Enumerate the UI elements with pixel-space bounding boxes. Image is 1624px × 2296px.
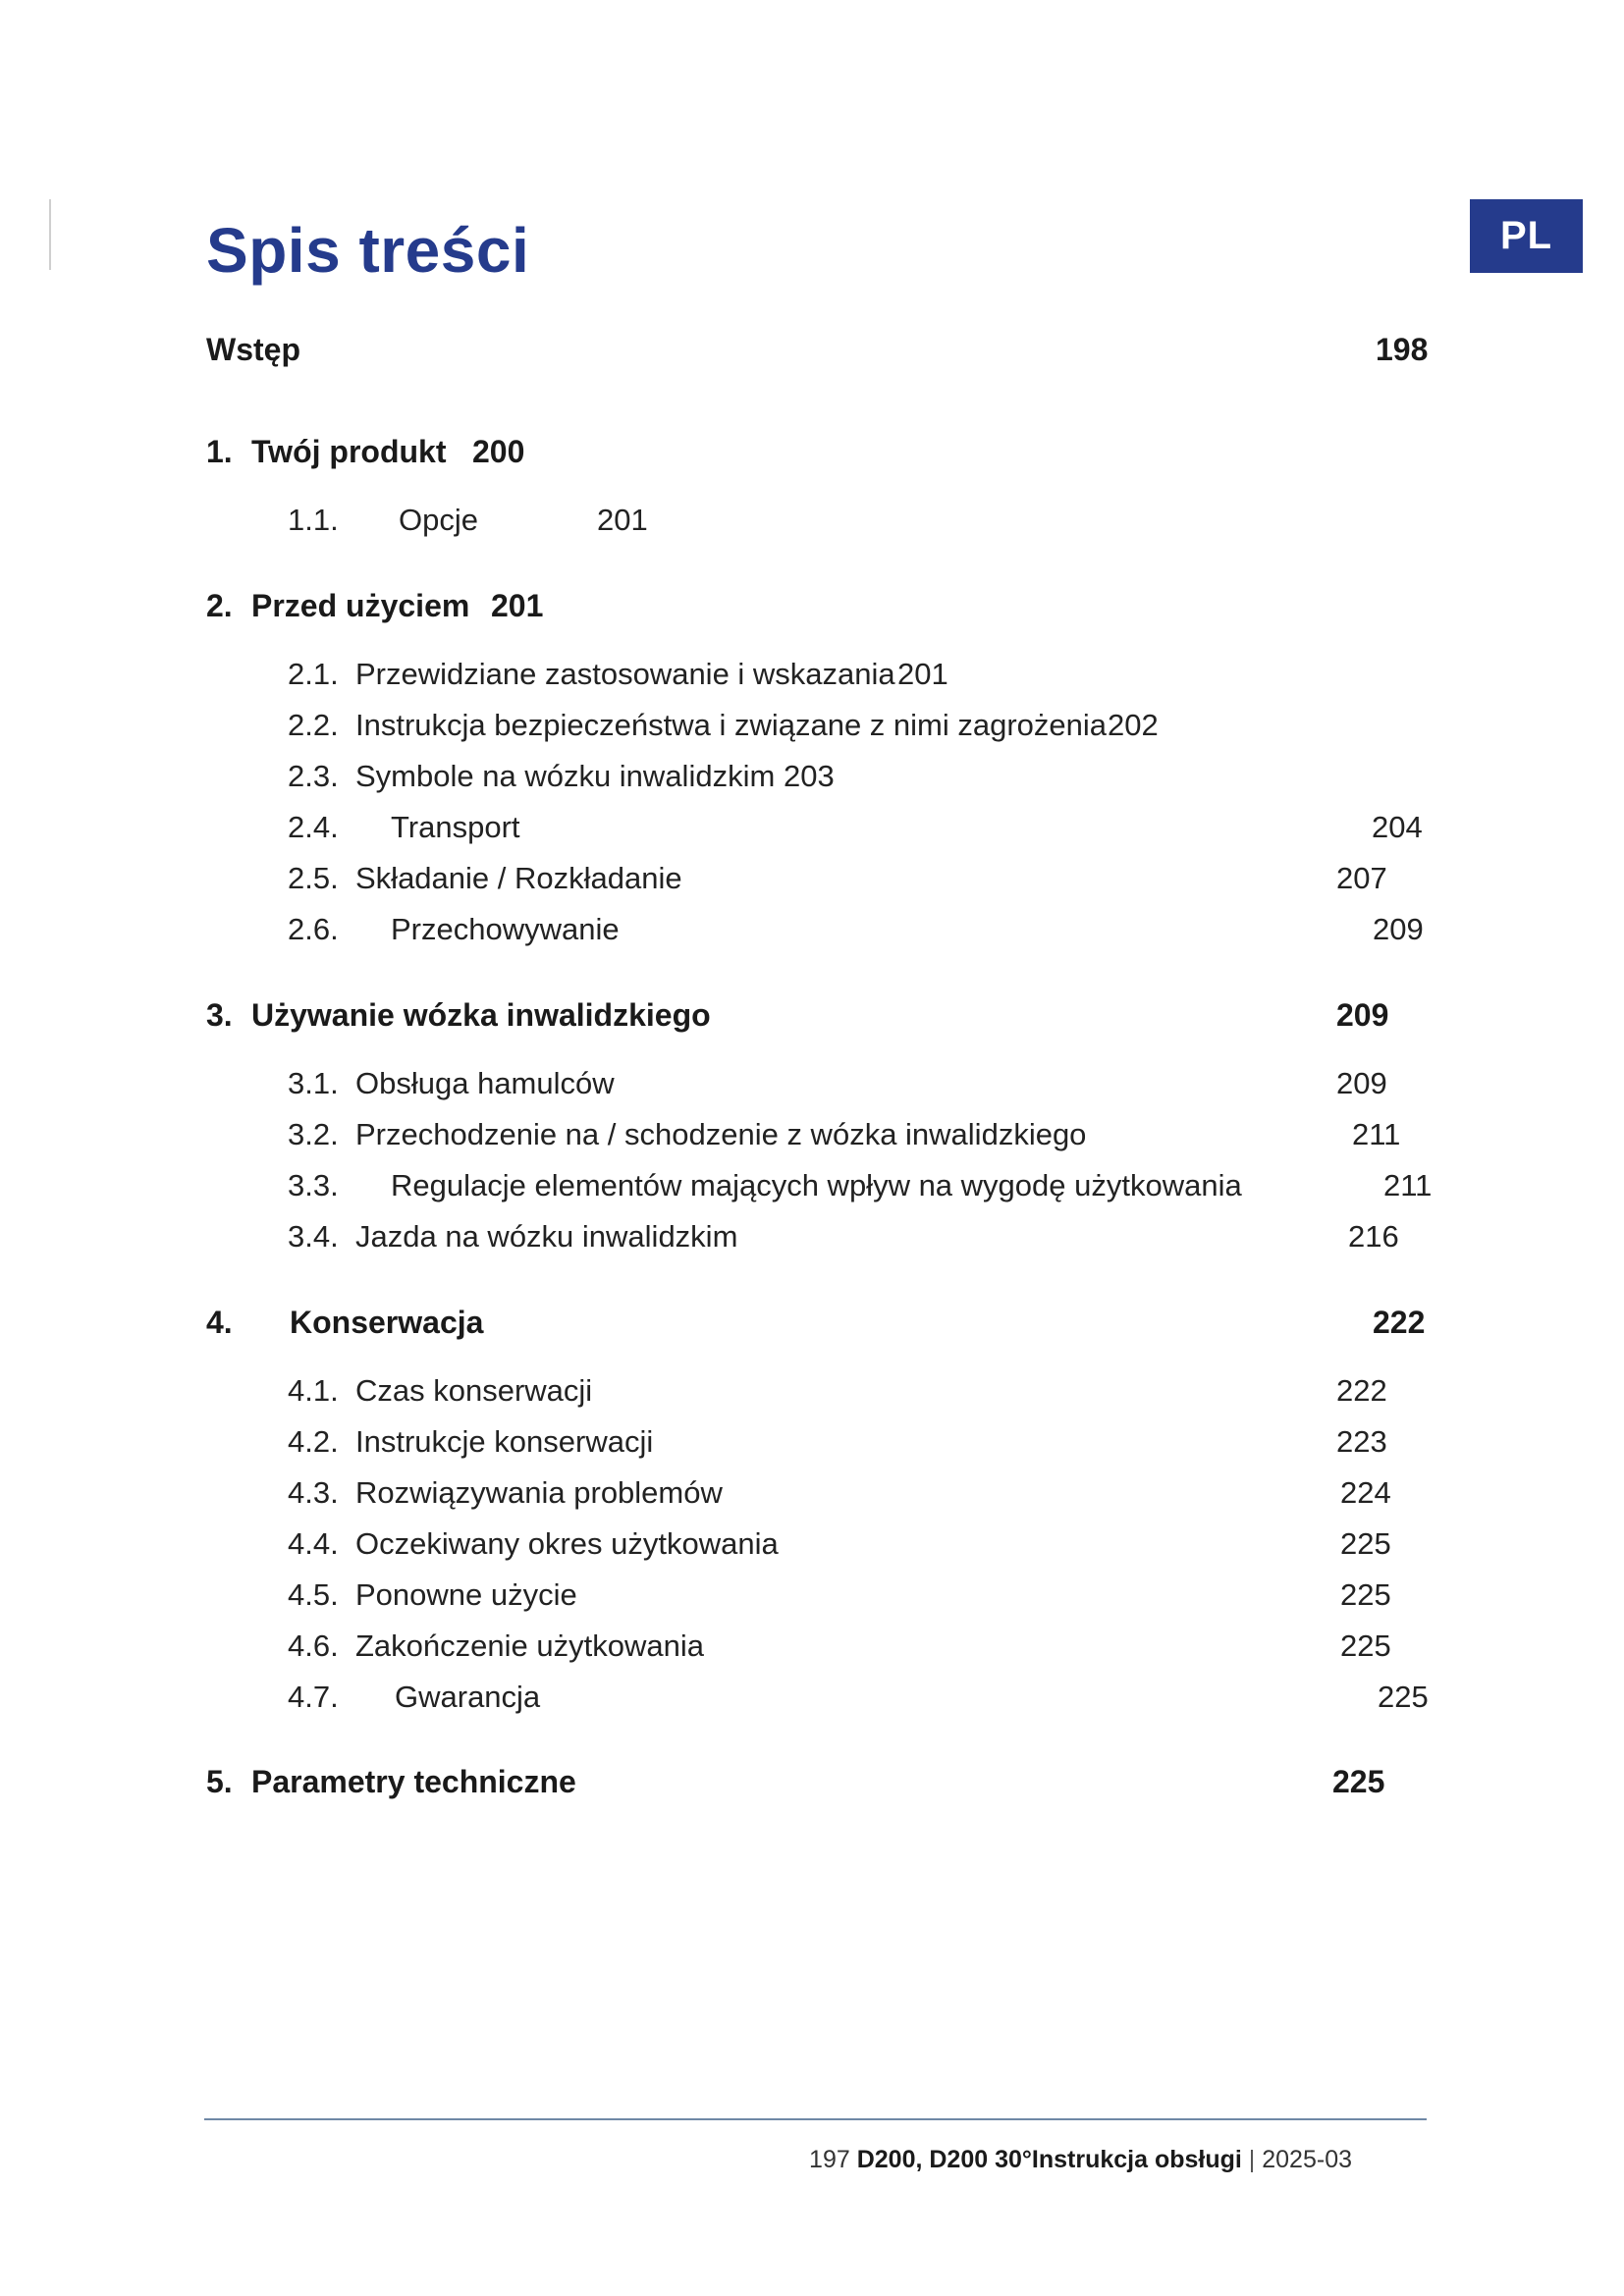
- toc-page: 225: [1332, 1764, 1385, 1799]
- toc-page: 222: [1336, 1373, 1387, 1408]
- footer-date: 2025-03: [1262, 2146, 1352, 2173]
- toc-label: Czas konserwacji: [355, 1373, 593, 1408]
- toc-number: 4.7.: [288, 1680, 339, 1714]
- toc-number: 3.: [206, 997, 233, 1033]
- toc-page: 209: [1336, 997, 1389, 1033]
- toc-label: Twój produkt: [251, 434, 447, 469]
- footer-separator: |: [1248, 2146, 1256, 2173]
- toc-label: Instrukcje konserwacji: [355, 1424, 654, 1459]
- toc-number: 3.4.: [288, 1219, 339, 1254]
- toc-number: 2.5.: [288, 861, 339, 895]
- toc-page: 225: [1340, 1629, 1391, 1663]
- toc-number: 4.5.: [288, 1577, 339, 1612]
- toc-label: Przechowywanie: [391, 912, 620, 946]
- toc-number: 4.6.: [288, 1629, 339, 1663]
- toc-label: Regulacje elementów mających wpływ na wygodę użytkowania: [391, 1168, 1242, 1202]
- toc-label: Opcje: [399, 503, 478, 537]
- toc-number: 3.1.: [288, 1066, 339, 1100]
- toc-number: 2.: [206, 588, 233, 623]
- toc-label: Jazda na wózku inwalidzkim: [355, 1219, 738, 1254]
- toc-label: Zakończenie użytkowania: [355, 1629, 704, 1663]
- toc-number: 4.4.: [288, 1526, 339, 1561]
- toc-number: 4.1.: [288, 1373, 339, 1408]
- toc-label: Przechodzenie na / schodzenie z wózka inwalidzkiego: [355, 1117, 1087, 1151]
- toc-label: Składanie / Rozkładanie: [355, 861, 682, 895]
- margin-marker: [49, 199, 51, 270]
- toc-page: 225: [1340, 1526, 1391, 1561]
- toc-label: Przed użyciem: [251, 588, 470, 623]
- toc-number: 4.3.: [288, 1475, 339, 1510]
- toc-number: 1.: [206, 434, 233, 469]
- toc-page: 222: [1373, 1305, 1426, 1340]
- toc-number: 1.1.: [288, 503, 339, 537]
- toc-page: 225: [1340, 1577, 1391, 1612]
- toc-label: Używanie wózka inwalidzkiego: [251, 997, 711, 1033]
- toc-page: 202: [1108, 708, 1159, 742]
- toc-number: 2.3.: [288, 759, 339, 793]
- toc-label: Instrukcja bezpieczeństwa i związane z nimi zagrożenia: [355, 708, 1108, 742]
- toc-label: Symbole na wózku inwalidzkim: [355, 759, 776, 793]
- toc-number: 2.2.: [288, 708, 339, 742]
- toc-page: 211: [1352, 1117, 1401, 1151]
- toc-page: 201: [491, 588, 544, 623]
- toc-page: 200: [472, 434, 525, 469]
- toc-page: 225: [1378, 1680, 1429, 1714]
- toc-page: 224: [1340, 1475, 1391, 1510]
- toc-number: 5.: [206, 1764, 233, 1799]
- toc-number: 4.2.: [288, 1424, 339, 1459]
- toc-label: Przewidziane zastosowanie i wskazania: [355, 657, 895, 691]
- language-tab: PL: [1470, 199, 1583, 273]
- toc-label: Wstęp: [206, 332, 300, 367]
- toc-number: 2.6.: [288, 912, 339, 946]
- toc-label: Rozwiązywania problemów: [355, 1475, 723, 1510]
- footer-product: D200, D200 30°: [856, 2146, 1032, 2173]
- toc-label: Gwarancja: [395, 1680, 541, 1714]
- toc-label: Parametry techniczne: [251, 1764, 576, 1799]
- toc-number: 4.: [206, 1305, 233, 1340]
- toc-page: 204: [1372, 810, 1423, 844]
- toc-number: 3.2.: [288, 1117, 339, 1151]
- footer-doc-name: Instrukcja obsługi: [1031, 2146, 1242, 2173]
- toc-label: Obsługa hamulców: [355, 1066, 615, 1100]
- footer: [0, 2146, 1352, 2174]
- toc-label: Ponowne użycie: [355, 1577, 577, 1612]
- toc-page: 211: [1383, 1168, 1433, 1202]
- toc-page: 201: [897, 657, 948, 691]
- toc-label: Konserwacja: [290, 1305, 484, 1340]
- toc-number: 3.3.: [288, 1168, 339, 1202]
- toc-page: 223: [1336, 1424, 1387, 1459]
- toc-page: 203: [784, 759, 835, 793]
- toc-page: 209: [1373, 912, 1424, 946]
- footer-rule: [204, 2118, 1427, 2120]
- toc-page: 207: [1336, 861, 1387, 895]
- toc-label: Oczekiwany okres użytkowania: [355, 1526, 779, 1561]
- page-title: Spis treści: [206, 215, 530, 286]
- toc-page: 209: [1336, 1066, 1387, 1100]
- footer-page-number: 197: [809, 2146, 850, 2173]
- toc-page: 198: [1376, 332, 1429, 367]
- toc-number: 2.4.: [288, 810, 339, 844]
- toc-page: 216: [1348, 1219, 1399, 1254]
- toc-page: 201: [597, 503, 648, 537]
- toc-number: 2.1.: [288, 657, 339, 691]
- toc-label: Transport: [391, 810, 520, 844]
